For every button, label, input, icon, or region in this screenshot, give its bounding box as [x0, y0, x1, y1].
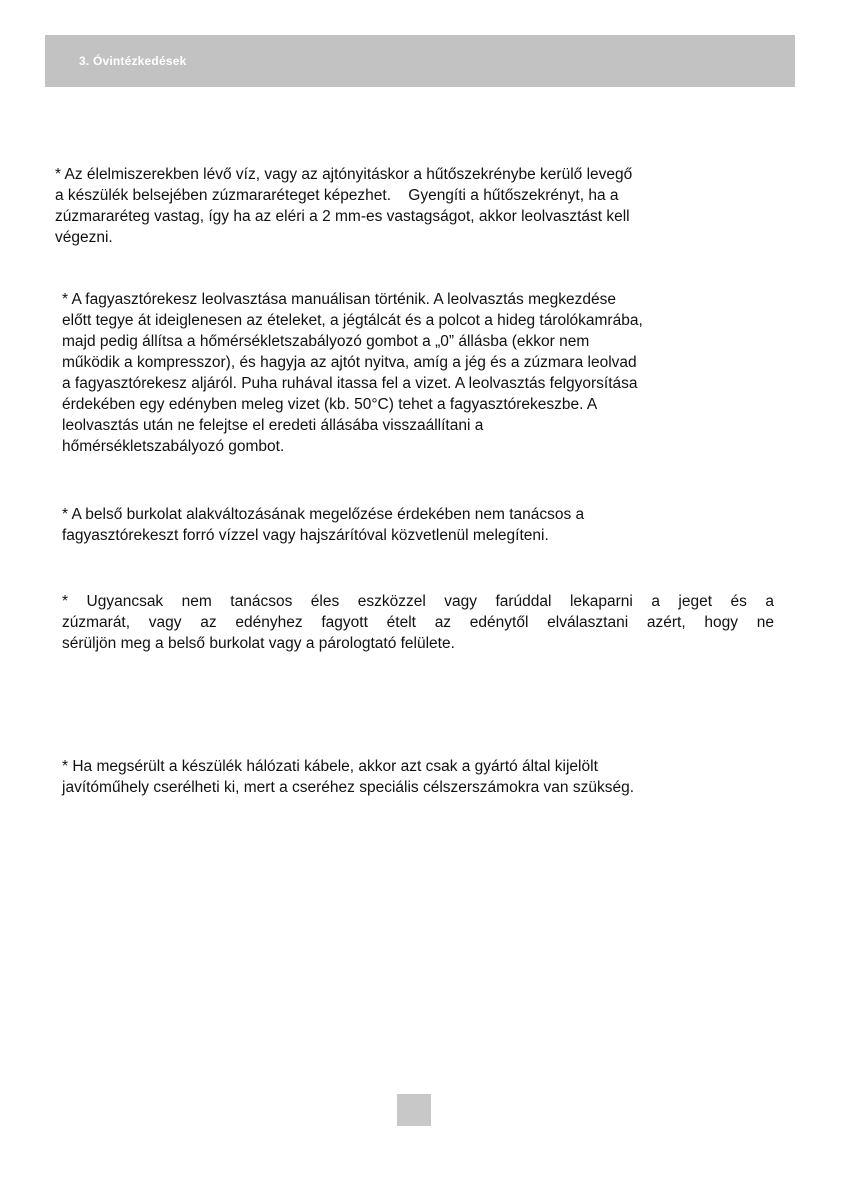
text-line: működik a kompresszor), és hagyja az ajtót nyitva, amíg a jég és a zúzmara leolvad: [62, 354, 637, 371]
text-line: javítóműhely cserélheti ki, mert a cseréhez speciális célszerszámokra van szükség.: [62, 779, 635, 796]
text-line: majd pedig állítsa a hőmérsékletszabályozó gombot a „0” állásba (ekkor nem: [62, 333, 590, 350]
text-line: a készülék belsejében zúzmararéteget képezhet. Gyengíti a hűtőszekrényt, ha a: [55, 187, 619, 204]
text-line: * Az élelmiszerekben lévő víz, vagy az ajtónyitáskor a hűtőszekrénybe kerülő levegő: [55, 166, 633, 183]
text-line: végezni.: [55, 229, 113, 246]
paragraph-manual-defrost: [62, 289, 782, 457]
text-line: zúzmararéteg vastag, így ha az eléri a 2 mm-es vastagságot, akkor leolvasztást kell: [55, 208, 630, 225]
text-line: érdekében egy edényben meleg vizet (kb. 50°C) tehet a fagyasztórekeszbe. A: [62, 396, 598, 413]
paragraph-power-cable: [62, 756, 782, 798]
paragraph-frost-buildup: [55, 164, 755, 248]
text-line: a fagyasztórekesz aljáról. Puha ruhával itassa fel a vizet. A leolvasztás felgyorsítása: [62, 375, 638, 392]
paragraph-no-sharp-tools: [62, 591, 774, 654]
page-number-box: [397, 1094, 431, 1126]
section-header-bar: [45, 35, 795, 87]
text-line: * A belső burkolat alakváltozásának megelőzése érdekében nem tanácsos a: [62, 506, 585, 523]
text-line: * Ha megsérült a készülék hálózati kábele, akkor azt csak a gyártó által kijelölt: [62, 758, 598, 775]
paragraph-no-hot-water: [62, 504, 762, 546]
text-line: fagyasztórekeszt forró vízzel vagy hajszárítóval közvetlenül melegíteni.: [62, 527, 549, 544]
text-line: előtt tegye át ideiglenesen az ételeket, a jégtálcát és a polcot a hideg tárolókamrába,: [62, 312, 643, 329]
text-line: sérüljön meg a belső burkolat vagy a párologtató felülete.: [62, 635, 455, 652]
text-line: hőmérsékletszabályozó gombot.: [62, 438, 285, 455]
text-line: * Ugyancsak nem tanácsos éles eszközzel vagy farúddal lekaparni a jeget és a: [62, 593, 774, 610]
section-title: 3. Óvintézkedések: [79, 54, 187, 68]
text-line: zúzmarát, vagy az edényhez fagyott ételt az edénytől elválasztani azért, hogy ne: [62, 614, 774, 631]
text-line: leolvasztás után ne felejtse el eredeti állásába visszaállítani a: [62, 417, 484, 434]
text-line: * A fagyasztórekesz leolvasztása manuálisan történik. A leolvasztás megkezdése: [62, 291, 616, 308]
